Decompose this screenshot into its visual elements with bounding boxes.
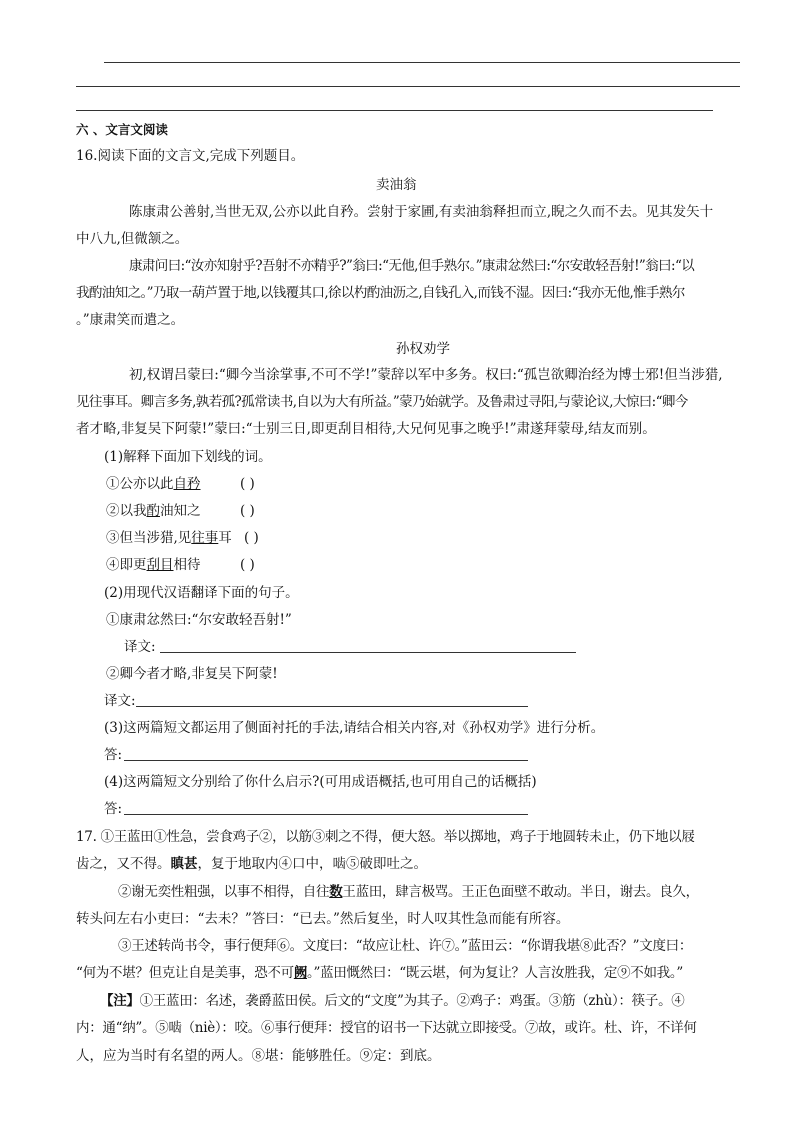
q17-line <box>76 963 683 983</box>
q17-line <box>118 882 699 902</box>
passage1-line: 陈康肃公善射,当世无双,公亦以此自矜。尝射于家圃,有卖油翁释担而立,睨之久而不去。见其发矢十 <box>129 204 714 220</box>
q17-line <box>76 854 427 874</box>
q17-text: 。”蓝田慨然曰：“既云堪，何为复让？人言汝胜我，定⑨不如我。” <box>307 965 683 981</box>
q17-underlined-bold-word: 数 <box>329 884 343 900</box>
q17-line: 17. ①王蓝田①性急，尝食鸡子②，以筋③刺之不得，便大怒。举以掷地，鸡子于地圆转未止，仍下地以屐 <box>76 829 695 845</box>
translation-answer-line[interactable] <box>136 706 528 707</box>
item-text: 油知之 <box>160 503 201 519</box>
q17-note-line: 人，应为当时有名望的两人。⑧堪：能够胜任。⑨定：到底。 <box>76 1048 441 1064</box>
q17-underlined-bold-word: 阙 <box>293 965 308 981</box>
answer-label: 答: <box>104 747 123 763</box>
passage1-line: 我酌油知之。”乃取一葫芦置于地,以钱覆其口,徐以杓酌油沥之,自钱孔入,而钱不湿。因曰:“我亦无他,惟手熟尔 <box>76 285 685 301</box>
section-heading: 六 、文言文阅读 <box>76 122 168 137</box>
answer-label: 答: <box>104 801 123 817</box>
note-text: ①王蓝田：名述，袭爵蓝田侯。后文的“文度”为其子。②鸡子：鸡蛋。③筋（zhù）：筷子。④ <box>139 993 685 1009</box>
q17-note-line: 内：通“纳”。⑤啮（niè）：咬。⑥事行便拜：授官的诏书一下达就立即接受。⑦故，或许。杜、许，不详何 <box>76 1020 697 1036</box>
word-item-3 <box>106 528 232 548</box>
q17-note-line <box>100 991 684 1011</box>
q16-intro: 16.阅读下面的文言文,完成下列题目。 <box>76 148 305 164</box>
q17-text: 齿之，又不得。 <box>76 856 171 872</box>
note-label: 【注】 <box>100 993 140 1009</box>
passage-title-mai-you-weng: 卖油翁 <box>376 177 417 193</box>
answer-rule-3 <box>76 110 713 111</box>
translation-label: 译文: <box>124 639 156 655</box>
sub-question-2: (2)用现代汉语翻译下面的句子。 <box>104 585 299 601</box>
translate-sentence-1: ①康肃忿然曰:“尔安敢轻吾射!” <box>106 612 292 628</box>
passage2-line: 者才略,非复吴下阿蒙!”蒙曰:“士别三日,即更刮目相待,大兄何见事之晚乎!”肃遂拜蒙母,结友而别。 <box>76 421 656 437</box>
answer-paren[interactable]: ( ) <box>240 476 255 492</box>
sub-question-3: (3)这两篇短文都运用了侧面衬托的手法,请结合相关内容,对《孙权劝学》进行分析。 <box>104 720 605 736</box>
q17-text: ，复于地取内④口中，啮⑤破即吐之。 <box>197 856 427 872</box>
translate-sentence-2: ②卿今者才略,非复吴下阿蒙! <box>106 666 278 682</box>
passage1-line: 。”康肃笑而遣之。 <box>76 312 185 328</box>
answer-rule-1 <box>104 62 740 63</box>
underlined-word: 酌 <box>146 503 160 519</box>
item-text: ④即更 <box>106 557 147 573</box>
passage2-line: 见往事耳。卿言多务,孰若孤?孤常读书,自以为大有所益。”蒙乃始就学。及鲁肃过寻阳,与蒙论议,大惊曰:“卿今 <box>76 394 688 410</box>
underlined-word: 刮目 <box>146 557 174 573</box>
q17-text: “何为不堪？但克让自是美事，恐不可 <box>76 965 294 981</box>
passage1-line: 中八九,但微颔之。 <box>76 231 189 247</box>
q17-line: ③王述转尚书令，事行便拜⑥。文度曰：“故应让杜、许⑦。”蓝田云：“你谓我堪⑧此否？”文度曰： <box>118 938 693 954</box>
translation-label: 译文: <box>104 693 136 709</box>
answer-paren[interactable]: ( ) <box>240 503 255 519</box>
word-item-1 <box>106 474 201 494</box>
q17-line: 转头问左右小吏曰：“去未？”答曰：“已去。”然后复坐，时人叹其性急而能有所容。 <box>76 911 570 927</box>
answer-paren[interactable]: ( ) <box>244 530 259 546</box>
item-text: ②以我 <box>106 503 147 519</box>
item-text: ③但当涉猎,见 <box>106 530 192 546</box>
word-item-2 <box>106 501 201 521</box>
item-text: ①公亦以此 <box>106 476 174 492</box>
answer-line[interactable] <box>124 814 528 815</box>
sub-question-1: (1)解释下面加下划线的词。 <box>104 449 272 465</box>
item-text: 耳 <box>218 530 232 546</box>
word-item-4 <box>106 555 201 575</box>
q17-bold-word: 瞋甚 <box>170 856 198 872</box>
q17-text: 王蓝田，肆言极骂。王正色面壁不敢动。半日，谢去。良久， <box>342 884 699 900</box>
underlined-word: 往事 <box>191 530 219 546</box>
answer-paren[interactable]: ( ) <box>240 557 255 573</box>
translation-answer-line[interactable] <box>160 652 576 653</box>
answer-rule-2 <box>76 86 740 87</box>
sub-question-4: (4)这两篇短文分别给了你什么启示?(可用成语概括,也可用自己的话概括) <box>104 774 537 790</box>
passage2-line: 初,权谓吕蒙曰:“卿今当涂掌事,不可不学!”蒙辞以军中多务。权曰:“孤岂欲卿治经为博士邪!但当涉猎, <box>129 367 723 383</box>
underlined-word: 自矜 <box>173 476 201 492</box>
item-text: 相待 <box>173 557 201 573</box>
passage1-line: 康肃问曰:“汝亦知射乎?吾射不亦精乎?”翁曰:“无他,但手熟尔。”康肃忿然曰:“尔安敢轻吾射!”翁曰:“以 <box>129 258 695 274</box>
answer-line[interactable] <box>124 760 528 761</box>
q17-text: ②谢无奕性粗强，以事不相得，自往 <box>118 884 330 900</box>
passage-title-sun-quan-quan-xue: 孙权劝学 <box>396 341 450 357</box>
